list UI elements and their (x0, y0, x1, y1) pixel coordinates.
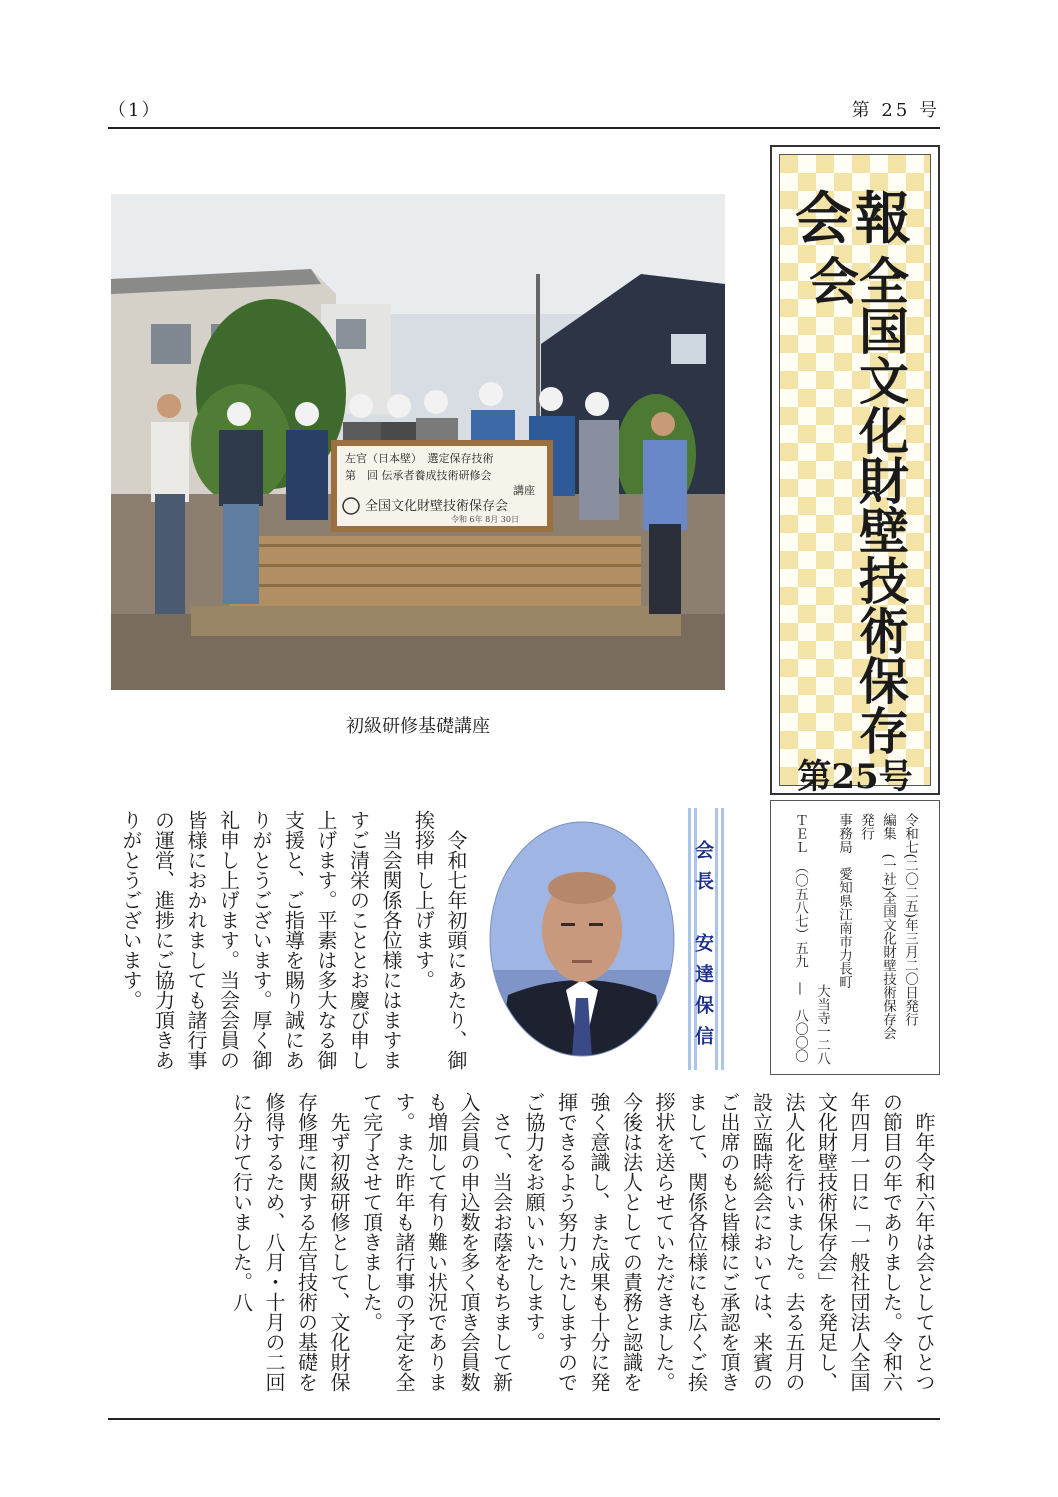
masthead-kaiho: 会報 (795, 186, 915, 252)
group-photo (111, 194, 725, 690)
info-office: 事務局 愛知県江南市力長町 (836, 813, 852, 989)
publication-info-box (770, 800, 940, 1075)
info-publisher: 発行 (858, 813, 874, 840)
issue-number-header: 第 25 号 (851, 100, 940, 121)
sign-line-3: 講座 (513, 484, 535, 497)
page-number: （1） (108, 100, 162, 121)
masthead-organization: 全国文化財壁技術保存会 (801, 255, 910, 755)
info-tel: ＴＥＬ （〇五八七）五九 — 八〇〇〇 (792, 813, 808, 1063)
president-name: 会長 安達保信 (692, 840, 714, 1057)
sign-line-1: 左官（日本壁） 選定保存技術 (345, 452, 494, 465)
greeting-lower-paragraph-1: 昨年令和六年は会としてひとつの節目の年でありました。令和六年四月一日に「一般社団法人全国文化財壁技術保存会」を発足し、法人化を行いました。去る五月の設立臨時総会においては、来賓のご出席のもと皆様にご承認を頂きまして、関係各位様にも広くご挨拶状を送らせていただきました。今後は法人としての責務と認識を強く意識し、また成果も十分に発揮できるよう努力いたしますのでご協力をお願いいたします。 (522, 1092, 936, 1392)
greeting-lower-paragraph-3: 先ず初級研修として、文化財保存修理に関する左官技術の基礎を修得するため、八月・十月の二回に分けて行いました。八 (229, 1092, 351, 1392)
header-rule (108, 127, 940, 129)
greeting-upper (115, 810, 473, 1072)
sign-line-2: 第 回 伝承者養成技術研修会 (345, 469, 492, 482)
president-portrait (488, 820, 676, 1058)
sign-line-5: 令和 6年 8月 30日 (451, 515, 519, 524)
masthead-issue: 第25号 (797, 757, 913, 797)
checker-background (779, 154, 931, 797)
greeting-upper-paragraph-1: 令和七年初頭にあたり、御挨拶申し上げます。 (411, 810, 468, 1070)
info-editor: 編集 (一社)全国文化財壁技術保存会 (880, 813, 896, 1040)
publication-info (789, 813, 921, 1065)
info-office-address: 大当寺一二八 (814, 984, 830, 1065)
photo-caption: 初級研修基礎講座 (346, 716, 490, 737)
greeting-lower-paragraph-2: さて、当会お蔭をもちまして新入会員の申込数を多く頂き会員数も増加して有り難い状況であります。また昨年も諸行事の予定を全て完了させて頂きました。 (359, 1092, 514, 1392)
greeting-upper-paragraph-2: 当会関係各位様にはますますご清栄のこととお慶び申し上げます。平素は多大なる御支援と、ご指導を賜り誠にありがとうございます。厚く御礼申し上げます。当会会員の皆様におかれましても諸行事の運営、進捗にご協力頂きありがとうございます。 (119, 810, 403, 1070)
footer-rule (108, 1418, 940, 1420)
greeting-lower (225, 1092, 940, 1410)
info-date: 令和七(二〇二五)年三月二〇日発行 (902, 813, 918, 1027)
sign-line-4: 全国文化財壁技術保存会 (365, 499, 509, 514)
masthead-box (770, 145, 940, 795)
